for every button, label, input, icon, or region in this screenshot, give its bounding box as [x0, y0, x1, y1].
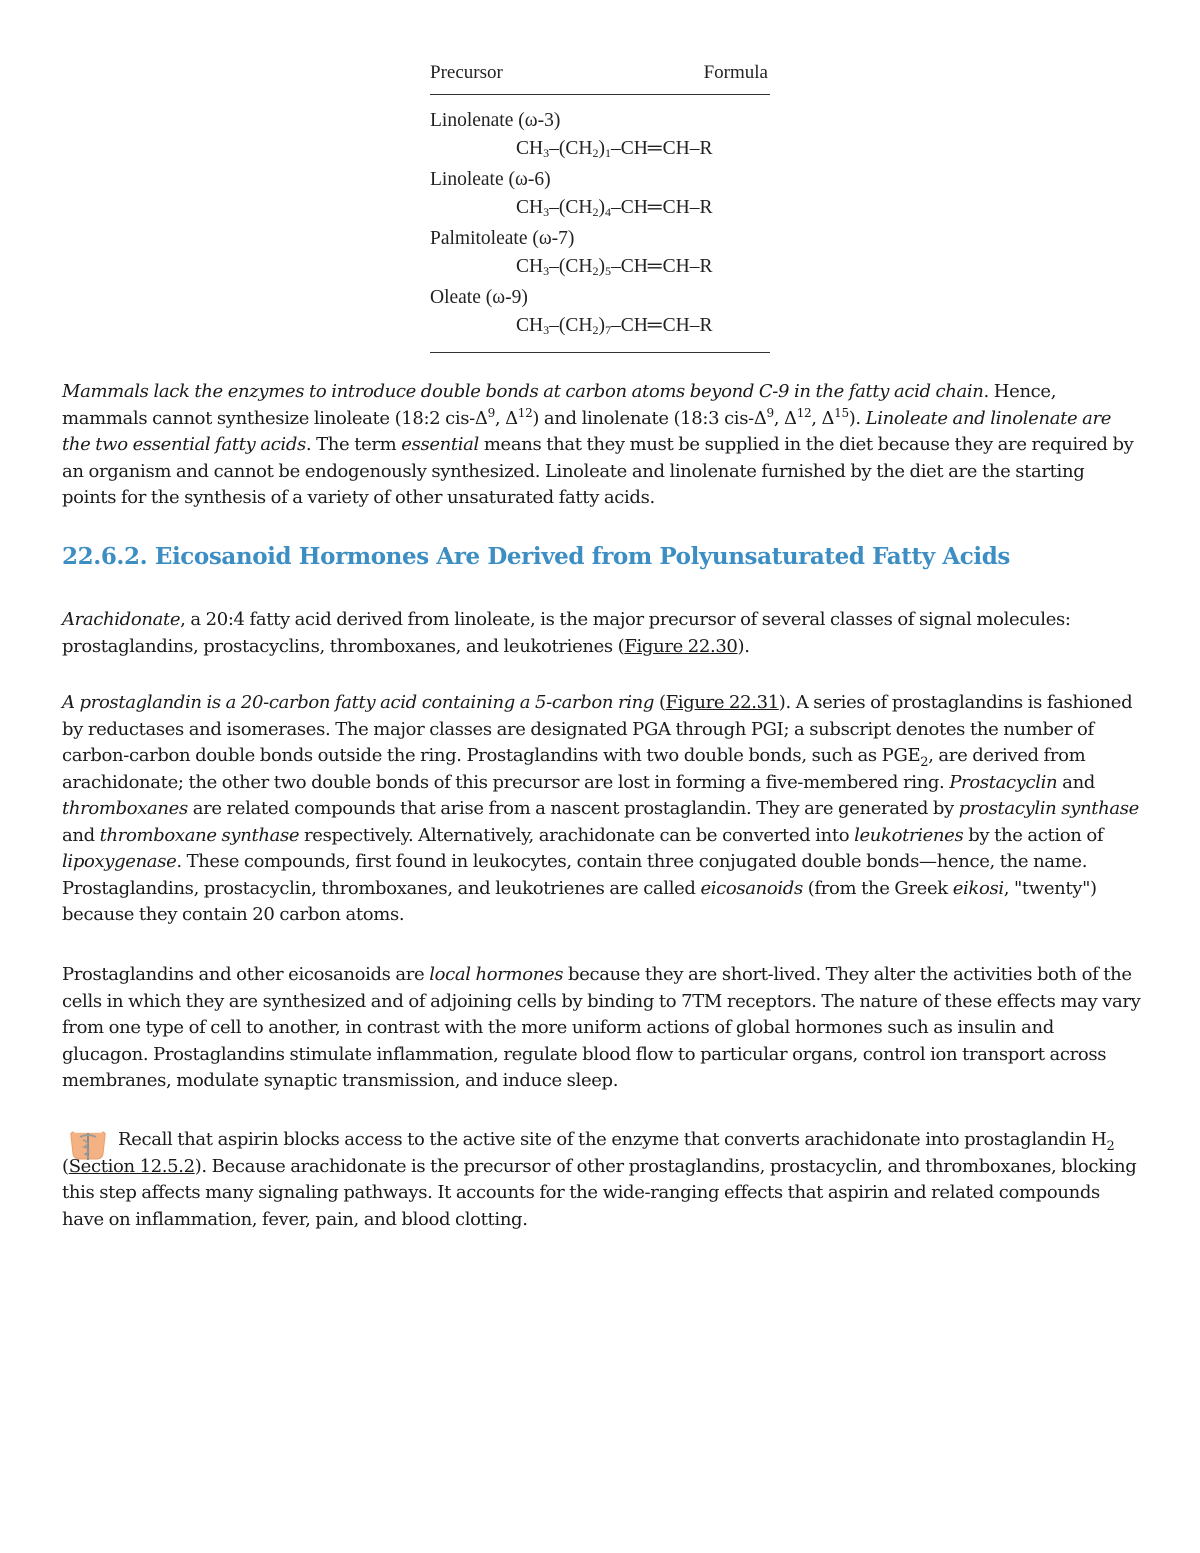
text: CH–R [662, 197, 713, 218]
table-row [430, 166, 770, 222]
table-row [430, 225, 770, 281]
subscript: 3 [543, 323, 550, 337]
paragraph-prostaglandins [62, 690, 1142, 929]
text: –CH [610, 197, 648, 218]
subscript: 4 [604, 205, 611, 219]
subscript: 3 [543, 264, 550, 278]
subscript: 3 [543, 146, 550, 160]
text: ( [654, 692, 666, 713]
text: ( [62, 1155, 69, 1177]
text: , are derived from arachidonate; the other two double bonds of this precursor are lost in forming a five-membered ring. [62, 745, 1086, 793]
text: . These compounds, first found in leukocytes, contain three conjugated double bonds—hence, the name. Prostaglandins, prostacyclin, thromboxanes, and leukotrienes are called [62, 851, 1088, 899]
subscript: 1 [604, 146, 611, 160]
text: . The term [305, 434, 402, 455]
subscript: 2 [592, 205, 599, 219]
italic-text: Mammals lack the enzymes to introduce double bonds at carbon atoms beyond C-9 in the fatty acid chain [62, 381, 984, 402]
superscript: 12 [517, 405, 533, 420]
superscript: 15 [834, 405, 849, 420]
double-bond: ═ [647, 256, 663, 277]
text: , Δ [811, 407, 835, 429]
chemical-formula [430, 194, 770, 222]
italic-text: essential [401, 434, 479, 455]
text: CH [516, 315, 544, 336]
section-heading: 22.6.2. Eicosanoid Hormones Are Derived from Polyunsaturated Fatty Acids [62, 543, 1010, 570]
text: ). A series of prostaglandins is fashioned by reductases and isomerases. The major classes are designated PGA through PGI; a subscript denotes the number of carbon-carbon double bonds outside the ring. Prostaglandins with two double bonds, such as PGE [62, 692, 1133, 766]
text: ). Because arachidonate is the precursor of other prostaglandins, prostacyclin, and thromboxanes, blocking this step affects many signaling pathways. It accounts for the wide-ranging effects that aspirin and related compounds have on inflammation, fever, pain, and blood clotting. [62, 1155, 1137, 1230]
superscript: 9 [487, 405, 495, 420]
italic-text: prostacylin synthase [958, 798, 1139, 819]
subscript: 5 [604, 264, 611, 278]
table-header [430, 62, 770, 88]
text: –CH [610, 256, 648, 277]
paragraph-aspirin [62, 1127, 1142, 1233]
text: ) [598, 138, 605, 159]
text: Recall that aspirin blocks access to the active site of the enzyme that converts arachidonate into prostaglandin H [118, 1129, 1107, 1150]
chemical-formula [430, 312, 770, 340]
text: and [1057, 771, 1095, 793]
italic-text: eikosi [952, 877, 1004, 899]
table-bottom-rule [430, 352, 770, 353]
text: –CH [610, 315, 648, 336]
double-bond: ═ [647, 315, 663, 336]
italic-text: Prostacyclin [949, 771, 1058, 793]
paragraph-essential-fatty-acids [62, 379, 1142, 512]
text: –(CH [549, 138, 593, 159]
italic-text: thromboxane synthase [99, 824, 300, 846]
italic-text: A prostaglandin is a 20-carbon fatty acid containing a 5-carbon ring [62, 692, 655, 713]
chemical-formula [430, 135, 770, 163]
text: , "twenty") because they contain 20 carbon atoms. [62, 877, 1097, 925]
subscript: 2 [592, 146, 599, 160]
text: CH [516, 256, 544, 277]
italic-text: leukotrienes [854, 824, 964, 846]
text: respectively. Alternatively, arachidonate can be converted into [299, 824, 855, 846]
text: , Δ [494, 407, 518, 429]
italic-text: Linoleate and linolenate are the two essential fatty acids [62, 407, 1112, 455]
table-row [430, 107, 770, 163]
table-row [430, 284, 770, 340]
text: CH [516, 197, 544, 218]
table-top-rule [430, 94, 770, 95]
text: ) [598, 197, 605, 218]
chemical-formula [430, 253, 770, 281]
text: CH–R [662, 315, 713, 336]
text: . Hence, mammals cannot synthesize linoleate (18:2 cis-Δ [62, 381, 1057, 429]
double-bond: ═ [647, 138, 663, 159]
precursor-column-header: Precursor [430, 62, 503, 83]
double-bond: ═ [647, 197, 663, 218]
subscript: 2 [920, 755, 929, 770]
italic-text: lipoxygenase [62, 851, 177, 872]
precursor-name: Linoleate (ω-6) [430, 169, 551, 190]
paragraph-arachidonate [62, 607, 1142, 660]
figure-22-30-link[interactable]: Figure 22.30 [624, 635, 738, 657]
text: CH–R [662, 256, 713, 277]
text: means that they must be supplied in the diet because they are required by an organism and cannot be endogenously synthesized. Linoleate and linolenate furnished by the diet are the starting points for the synthesis of a variety of other unsaturated fatty acids. [62, 434, 1134, 508]
text: Prostaglandins and other eicosanoids are [62, 964, 430, 985]
section-12-5-2-link[interactable]: Section 12.5.2 [68, 1155, 195, 1177]
paragraph-local-hormones [62, 962, 1142, 1095]
subscript: 2 [1106, 1139, 1115, 1154]
text: ). [848, 407, 866, 429]
text: –(CH [549, 315, 593, 336]
text: and [62, 824, 100, 846]
text: ) and linolenate (18:3 cis-Δ [532, 407, 767, 429]
text: ) [598, 256, 605, 277]
subscript: 2 [592, 264, 599, 278]
superscript: 12 [796, 405, 812, 420]
text: CH–R [662, 138, 713, 159]
text: –(CH [549, 256, 593, 277]
superscript: 9 [766, 405, 774, 420]
text: –(CH [549, 197, 593, 218]
text: , a 20:4 fatty acid derived from linoleate, is the major precursor of several classes of signal molecules: prostaglandins, prostacyclins, thromboxanes, and leukotrienes ( [62, 609, 1071, 657]
precursor-name: Palmitoleate (ω-7) [430, 228, 575, 249]
precursor-name: Oleate (ω-9) [430, 287, 528, 308]
formula-column-header: Formula [703, 62, 768, 83]
italic-text: Arachidonate [62, 609, 181, 630]
text: because they are short-lived. They alter the activities both of the cells in which they are synthesized and of adjoining cells by binding to 7TM receptors. The nature of these effects may vary from one type of cell to another, in contrast with the more uniform actions of global hormones such as insulin and glucagon. Prostaglandins stimulate inflammation, regulate blood flow to particular organs, control ion transport across membranes, modulate synaptic transmission, and induce sleep. [62, 964, 1141, 1091]
italic-text: eicosanoids [700, 877, 803, 899]
text: CH [516, 138, 544, 159]
text: by the action of [963, 824, 1104, 846]
precursor-formula-table [430, 62, 770, 353]
precursor-name: Linolenate (ω-3) [430, 110, 561, 131]
text: are related compounds that arise from a nascent prostaglandin. They are generated by [187, 798, 959, 819]
subscript: 2 [592, 323, 599, 337]
text: (from the Greek [802, 877, 953, 899]
figure-22-31-link[interactable]: Figure 22.31 [665, 692, 779, 713]
text: , Δ [773, 407, 797, 429]
text: –CH [610, 138, 648, 159]
italic-text: local hormones [429, 964, 564, 985]
italic-text: thromboxanes [62, 798, 188, 819]
subscript: 7 [604, 323, 611, 337]
text: ). [737, 635, 750, 657]
subscript: 3 [543, 205, 550, 219]
text: ) [598, 315, 605, 336]
